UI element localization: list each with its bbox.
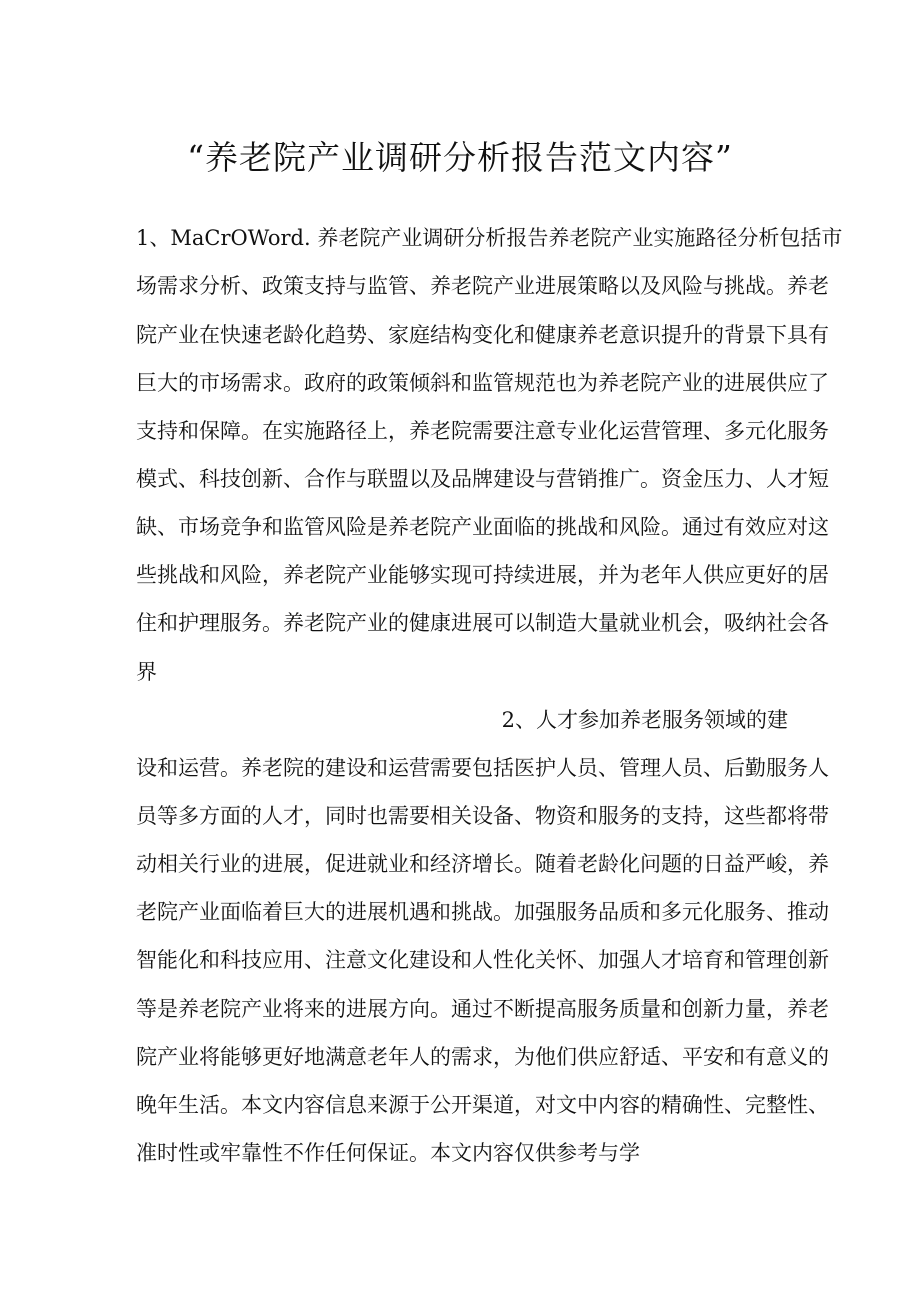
body-line-17: 等是养老院产业将来的进展方向。通过不断提高服务质量和创新力量，养老 [136,997,829,1021]
body-line-3: 院产业在快速老龄化趋势、家庭结构变化和健康养老意识提升的背景下具有 [136,323,829,347]
body-line-14: 动相关行业的进展，促进就业和经济增长。随着老龄化问题的日益严峻，养 [136,852,829,876]
body-line-1: 1、MaCrOWord. 养老院产业调研分析报告养老院产业实施路径分析包括市 [136,226,843,250]
document-title: “养老院产业调研分析报告范文内容” [187,138,733,177]
body-line-20: 准时性或牢靠性不作任何保证。本文内容仅供参考与学 [136,1141,640,1165]
body-line-2: 场需求分析、政策支持与监管、养老院产业进展策略以及风险与挑战。养老 [136,274,829,298]
body-line-8: 些挑战和风险，养老院产业能够实现可持续进展，并为老年人供应更好的居 [136,563,829,587]
body-line-10: 界 [136,660,157,684]
body-line-19: 晚年生活。本文内容信息来源于公开渠道，对文中内容的精确性、完整性、 [136,1093,829,1117]
body-line-18: 院产业将能够更好地满意老年人的需求，为他们供应舒适、平安和有意义的 [136,1045,829,1069]
body-line-15: 老院产业面临着巨大的进展机遇和挑战。加强服务品质和多元化服务、推动 [136,900,829,924]
body-line-12: 设和运营。养老院的建设和运营需要包括医护人员、管理人员、后勤服务人 [136,756,829,780]
body-line-7: 缺、市场竞争和监管风险是养老院产业面临的挑战和风险。通过有效应对这 [136,515,829,539]
body-line-4: 巨大的市场需求。政府的政策倾斜和监管规范也为养老院产业的进展供应了 [136,371,829,395]
body-line-6: 模式、科技创新、合作与联盟以及品牌建设与营销推广。资金压力、人才短 [136,467,829,491]
body-line-5: 支持和保障。在实施路径上，养老院需要注意专业化运营管理、多元化服务 [136,419,829,443]
body-line-9: 住和护理服务。养老院产业的健康进展可以制造大量就业机会，吸纳社会各 [136,611,829,635]
section-2-lead: 2、人才参加养老服务领域的建 [501,708,788,732]
body-line-16: 智能化和科技应用、注意文化建设和人性化关怀、加强人才培育和管理创新 [136,948,829,972]
body-line-13: 员等多方面的人才，同时也需要相关设备、物资和服务的支持，这些都将带 [136,804,829,828]
